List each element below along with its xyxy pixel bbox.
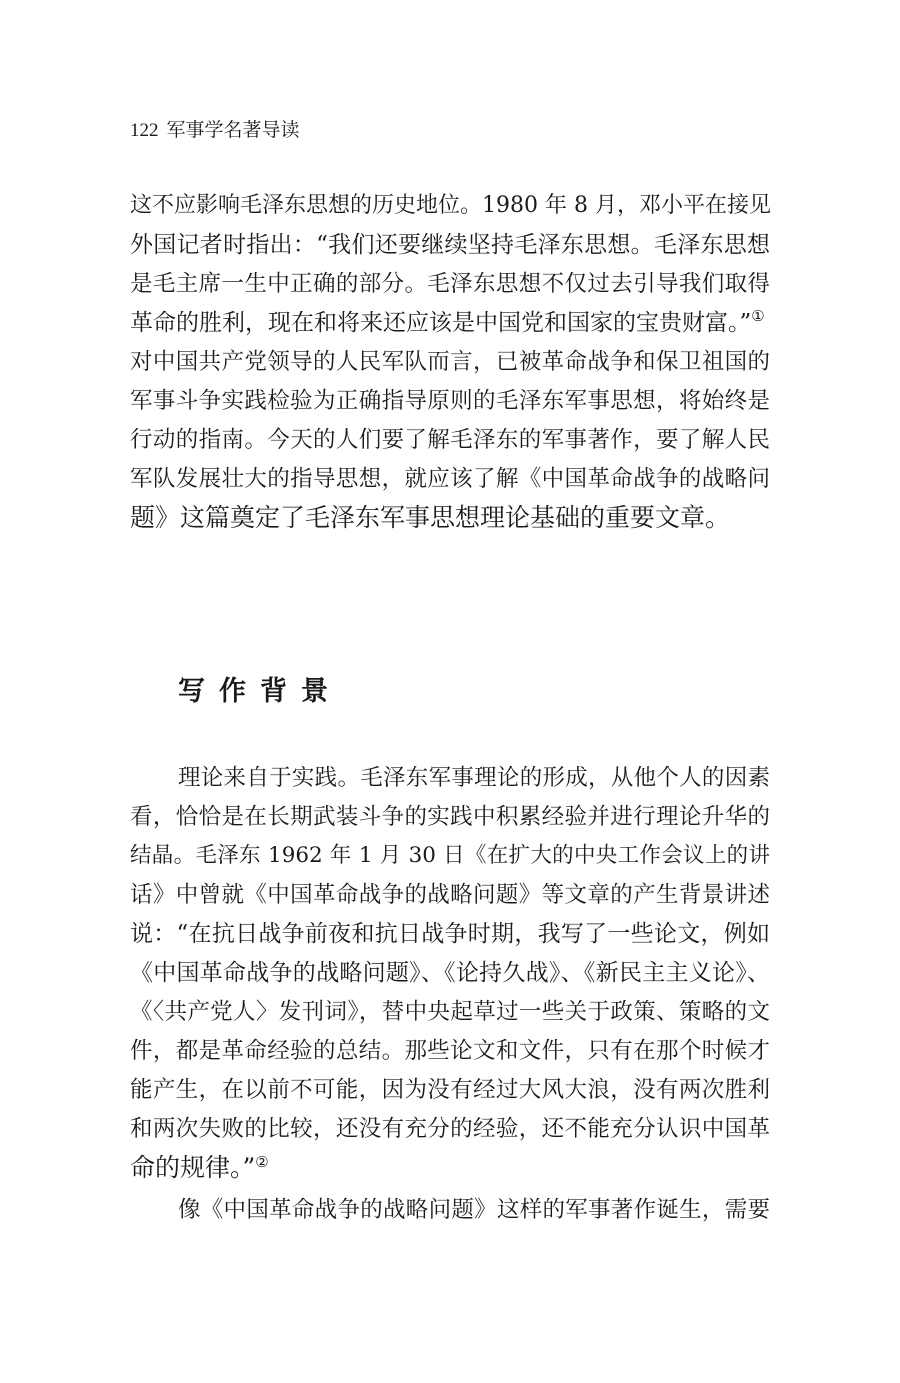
text-line: 像《中国革命战争的战略问题》这样的军事著作诞生，需要 <box>178 1197 770 1223</box>
text-line-with-note <box>130 1150 770 1186</box>
footnote-marker: ① <box>751 307 765 325</box>
text-line: 外国记者时指出：“我们还要继续坚持毛泽东思想。毛泽东思想 <box>130 232 770 258</box>
text-line: 《中国革命战争的战略问题》、《论持久战》、《新民主主义论》、 <box>130 960 770 986</box>
text-line: 说：“在抗日战争前夜和抗日战争时期，我写了一些论文，例如 <box>130 921 770 947</box>
section-heading: 写作背景 <box>178 676 342 707</box>
book-title: 军事学名著导读 <box>166 119 300 141</box>
text-line-with-note <box>130 305 770 341</box>
text-line: 结晶。毛泽东 1962 年 1 月 30 日《在扩大的中央工作会议上的讲 <box>130 843 770 868</box>
running-head <box>130 118 300 143</box>
text-line: 件，都是革命经验的总结。那些论文和文件，只有在那个时候才 <box>130 1038 770 1064</box>
text-line: 和两次失败的比较，还没有充分的经验，还不能充分认识中国革 <box>130 1116 770 1142</box>
text-line: 革命的胜利，现在和将来还应该是中国党和国家的宝贵财富。” <box>130 310 752 336</box>
text-line: 军事斗争实践检验为正确指导原则的毛泽东军事思想，将始终是 <box>130 388 770 414</box>
text-line: 题》这篇奠定了毛泽东军事思想理论基础的重要文章。 <box>130 503 731 532</box>
text-line: 军队发展壮大的指导思想，就应该了解《中国革命战争的战略问 <box>130 466 770 492</box>
text-line: 《〈共产党人〉发刊词》，替中央起草过一些关于政策、策略的文 <box>130 999 770 1025</box>
text-line: 命的规律。” <box>130 1153 256 1182</box>
page-number: 122 <box>130 120 159 141</box>
text-line: 行动的指南。今天的人们要了解毛泽东的军事著作，要了解人民 <box>130 427 770 453</box>
text-line: 理论来自于实践。毛泽东军事理论的形成，从他个人的因素 <box>178 765 770 791</box>
text-line: 对中国共产党领导的人民军队而言，已被革命战争和保卫祖国的 <box>130 349 770 375</box>
text-line: 是毛主席一生中正确的部分。毛泽东思想不仅过去引导我们取得 <box>130 271 770 297</box>
text-line: 能产生，在以前不可能，因为没有经过大风大浪，没有两次胜利 <box>130 1077 770 1103</box>
text-line: 看，恰恰是在长期武装斗争的实践中积累经验并进行理论升华的 <box>130 804 770 830</box>
text-line: 这不应影响毛泽东思想的历史地位。1980 年 8 月，邓小平在接见 <box>130 193 771 218</box>
text-line: 话》中曾就《中国革命战争的战略问题》等文章的产生背景讲述 <box>130 882 770 908</box>
footnote-marker: ② <box>255 1153 269 1171</box>
